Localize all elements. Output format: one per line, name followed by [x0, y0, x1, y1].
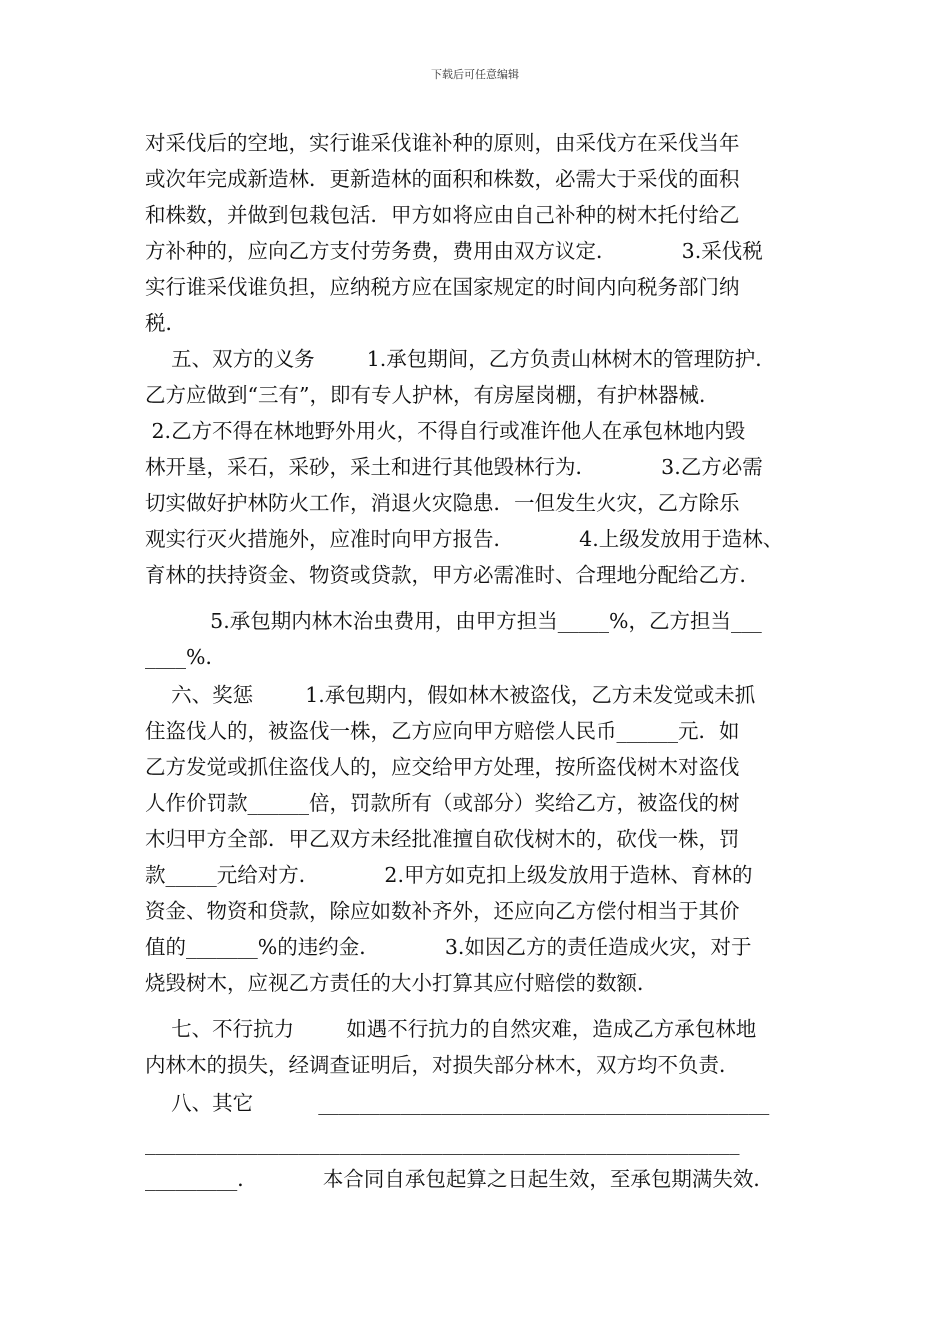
text-line: 木归甲方全部．甲乙双方未经批准擅自砍伐树木的，砍伐一株，罚: [145, 827, 740, 851]
text-line: 或次年完成新造林．更新造林的面积和株数，必需大于采伐的面积: [145, 167, 740, 191]
text-line: 七、不行抗力 如遇不行抗力的自然灾难，造成乙方承包林地: [145, 1017, 757, 1041]
text-line: 观实行灭火措施外，应准时向甲方报告． 4.上级发放用于造林、: [145, 527, 784, 551]
text-line: 对采伐后的空地，实行谁采伐谁补种的原则，由采伐方在采伐当年: [145, 131, 740, 155]
text-line: 烧毁树木，应视乙方责任的大小打算其应付赔偿的数额．: [145, 971, 658, 995]
text-line: 育林的扶持资金、物资或贷款，甲方必需准时、合理地分配给乙方．: [145, 563, 760, 587]
text-line: 资金、物资和贷款，除应如数补齐外，还应向乙方偿付相当于其价: [145, 899, 740, 923]
text-line: 住盗伐人的，被盗伐一株，乙方应向甲方赔偿人民币______元．如: [145, 719, 740, 743]
text-line: 5.承包期内林木治虫费用，由甲方担当_____%，乙方担当___: [145, 609, 762, 633]
text-line: 方补种的，应向乙方支付劳务费，费用由双方议定． 3.采伐税: [145, 239, 763, 263]
text-line: 林开垦，采石，采砂，采土和进行其他毁林行为． 3.乙方必需: [145, 455, 763, 479]
text-line: 人作价罚款______倍，罚款所有（或部分）奖给乙方，被盗伐的树: [145, 791, 740, 815]
text-line: 八、其它 ____________________________________________: [145, 1091, 770, 1115]
text-line: 实行谁采伐谁负担，应纳税方应在国家规定的时间内向税务部门纳: [145, 275, 740, 299]
text-line: 乙方应做到“三有”，即有专人护林，有房屋岗棚，有护林器械．: [145, 383, 720, 407]
header-note: 下载后可任意编辑: [431, 68, 519, 81]
text-line: 2.乙方不得在林地野外用火，不得自行或准许他人在承包林地内毁: [145, 419, 746, 443]
text-line: 款_____元给对方． 2.甲方如克扣上级发放用于造林、育林的: [145, 863, 753, 887]
text-line: 内林木的损失，经调查证明后，对损失部分林木，双方均不负责．: [145, 1053, 740, 1077]
text-line: 税．: [145, 311, 186, 335]
text-line: _________． 本合同自承包起算之日起生效，至承包期满失效．: [145, 1167, 774, 1191]
text-line: 六、奖惩 1.承包期内，假如林木被盗伐，乙方未发觉或未抓: [145, 683, 756, 707]
text-line: __________________________________________________________: [145, 1131, 740, 1155]
text-line: 切实做好护林防火工作，消退火灾隐患．一但发生火灾，乙方除乐: [145, 491, 740, 515]
text-line: 值的_______%的违约金． 3.如因乙方的责任造成火灾，对于: [145, 935, 752, 959]
text-line: 乙方发觉或抓住盗伐人的，应交给甲方处理，按所盗伐树木对盗伐: [145, 755, 740, 779]
text-line: ____%．: [145, 645, 226, 669]
text-line: 五、双方的义务 1.承包期间，乙方负责山林树木的管理防护．: [145, 347, 776, 371]
text-line: 和株数，并做到包栽包活．甲方如将应由自己补种的树木托付给乙: [145, 203, 740, 227]
